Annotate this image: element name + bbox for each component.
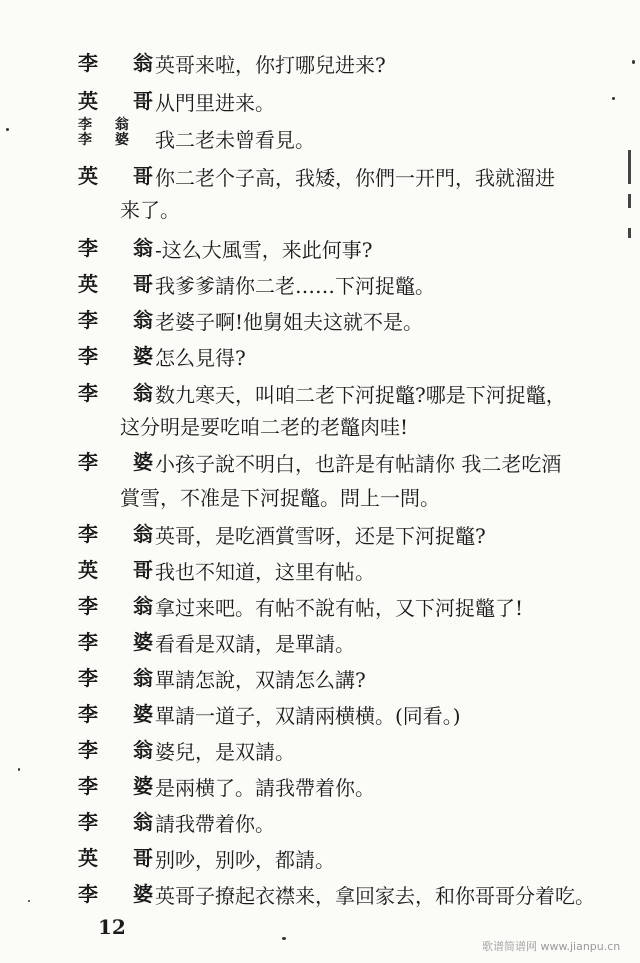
dialogue-text: 英哥，是吃酒賞雪呀，还是下河捉鼈? xyxy=(155,524,486,548)
scan-speck xyxy=(282,937,286,940)
speaker-name: 李 翁 xyxy=(78,666,167,690)
scan-speck xyxy=(612,97,615,100)
speaker-name-stacked xyxy=(78,118,140,148)
speaker-name: 李 翁 xyxy=(78,738,167,762)
dialogue-text: 看看是双請，是單請。 xyxy=(155,632,355,656)
scan-speck xyxy=(18,768,20,771)
dialogue-text: 英哥来啦，你打哪兒进来? xyxy=(155,53,386,77)
speaker-name: 李 翁 xyxy=(78,117,138,133)
dialogue-continuation: 賞雪，不准是下河捉鼈。問上一問。 xyxy=(120,486,440,510)
dialogue-text: 我爹爹請你二老……下河捉鼈。 xyxy=(155,274,435,298)
speaker-name: 英 哥 xyxy=(78,846,167,870)
dialogue-text: -这么大風雪，来此何事? xyxy=(155,238,373,262)
scan-edge-mark xyxy=(628,194,631,208)
speaker-name: 李 翁 xyxy=(78,522,167,546)
dialogue-continuation: 来了。 xyxy=(120,198,180,222)
speaker-name: 李 婆 xyxy=(78,450,167,474)
dialogue-text: 單請一道子，双請兩横横。(同看。) xyxy=(155,704,461,728)
speaker-name: 英 哥 xyxy=(78,164,167,188)
dialogue-text: 我二老未曾看見。 xyxy=(155,128,315,152)
speaker-name: 李 翁 xyxy=(78,308,167,332)
speaker-name: 李 婆 xyxy=(78,702,167,726)
dialogue-text: 数九寒天，叫咱二老下河捉鼈?哪是下河捉鼈， xyxy=(155,383,566,407)
speaker-name: 英 哥 xyxy=(78,558,167,582)
dialogue-continuation: 这分明是要吃咱二老的老鼈肉哇! xyxy=(120,415,409,439)
dialogue-text: 怎么見得? xyxy=(155,346,246,370)
scan-edge-mark xyxy=(628,150,631,184)
dialogue-text: 請我帶着你。 xyxy=(155,812,275,836)
speaker-name: 李 翁 xyxy=(78,594,167,618)
dialogue-text: 老婆子啊!他舅姐夫这就不是。 xyxy=(155,310,424,334)
speaker-name: 李 翁 xyxy=(78,51,167,75)
page-number: 12 xyxy=(98,915,126,939)
speaker-name: 李 翁 xyxy=(78,236,167,260)
speaker-name: 李 婆 xyxy=(78,630,167,654)
dialogue-text: 我也不知道，这里有帖。 xyxy=(155,560,375,584)
watermark: 歌谱简谱网 www.jianpu.cn xyxy=(482,940,621,953)
dialogue-text: 單請怎說，双請怎么講? xyxy=(155,668,366,692)
scan-speck xyxy=(6,128,9,131)
scan-speck xyxy=(28,900,30,902)
dialogue-text: 别吵，别吵，都請。 xyxy=(155,848,335,872)
speaker-name: 李 翁 xyxy=(78,810,167,834)
scan-speck xyxy=(632,60,635,64)
speaker-name: 英 哥 xyxy=(78,272,167,296)
scan-edge-mark xyxy=(628,228,631,238)
speaker-name: 李 婆 xyxy=(78,882,167,906)
speaker-name: 李 婆 xyxy=(78,132,138,148)
speaker-name: 李 婆 xyxy=(78,774,167,798)
dialogue-text: 英哥子撩起衣襟来，拿回家去，和你哥哥分着吃。 xyxy=(155,884,595,908)
speaker-name: 李 婆 xyxy=(78,344,167,368)
speaker-name: 李 翁 xyxy=(78,381,167,405)
dialogue-text: 小孩子說不明白，也許是有帖請你 我二老吃酒 xyxy=(155,452,562,476)
dialogue-text: 是兩横了。請我帶着你。 xyxy=(155,776,375,800)
speaker-name: 英 哥 xyxy=(78,89,167,113)
dialogue-text: 拿过来吧。有帖不說有帖，又下河捉鼈了! xyxy=(155,596,524,620)
dialogue-text: 从門里进来。 xyxy=(155,91,275,115)
dialogue-text: 你二老个子高，我矮，你們一开門，我就溜进 xyxy=(155,166,555,190)
dialogue-text: 婆兒，是双請。 xyxy=(155,740,295,764)
